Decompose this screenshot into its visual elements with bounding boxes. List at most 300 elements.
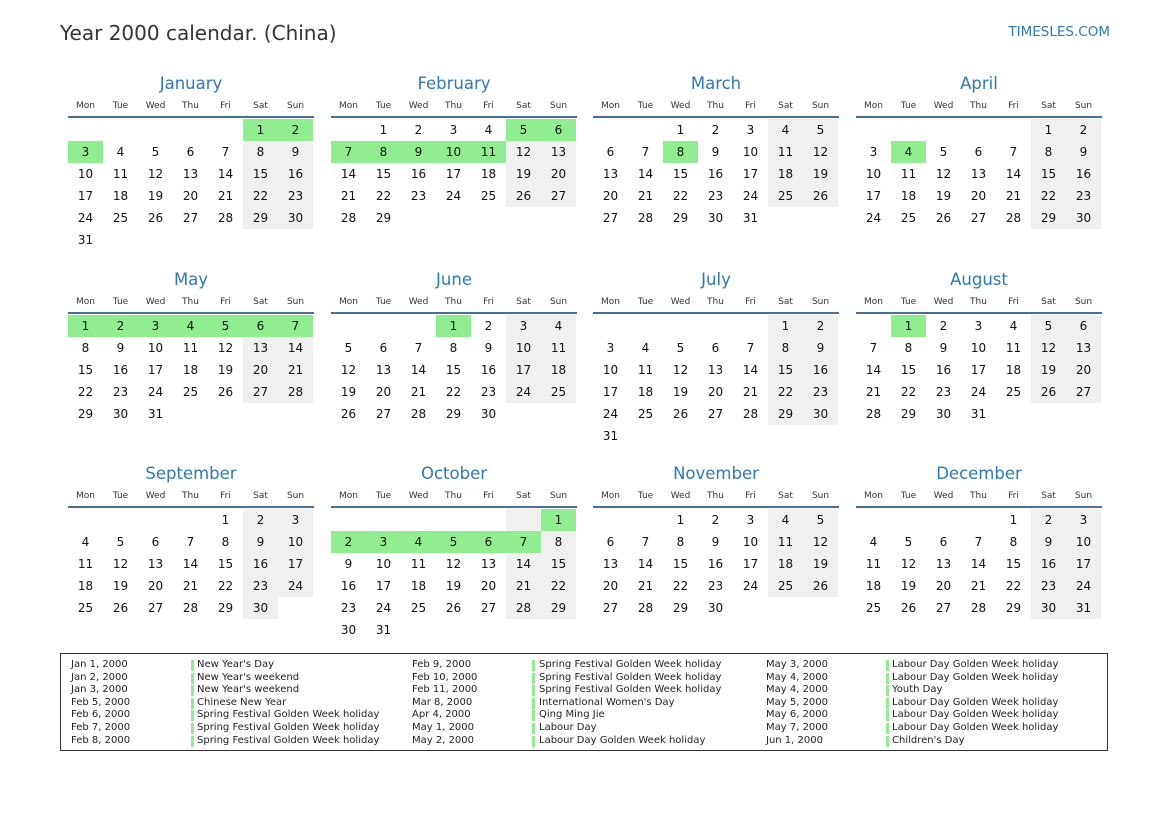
holiday-name: Spring Festival Golden Week holiday bbox=[197, 709, 380, 721]
month-august bbox=[856, 269, 1102, 425]
day-cell: 19 bbox=[340, 385, 357, 399]
day-cell: 7 bbox=[186, 535, 195, 549]
day-cell: 22 bbox=[375, 189, 392, 203]
day-cell: 30 bbox=[935, 407, 952, 421]
empty-day-cell bbox=[401, 315, 436, 337]
day-cell: 12 bbox=[147, 167, 164, 181]
day-cell: 26 bbox=[672, 407, 689, 421]
day-grid bbox=[593, 315, 839, 447]
empty-day-cell bbox=[733, 315, 768, 337]
day-cell: 27 bbox=[147, 601, 164, 615]
day-cell: 28 bbox=[217, 211, 234, 225]
month-july bbox=[593, 269, 839, 447]
day-cell: 10 bbox=[742, 535, 759, 549]
legend-item bbox=[766, 697, 1096, 710]
day-cell: 27 bbox=[602, 601, 619, 615]
legend-item bbox=[766, 722, 1096, 735]
month-october bbox=[331, 463, 577, 641]
day-cell: 27 bbox=[707, 407, 724, 421]
day-cell: 21 bbox=[278, 359, 313, 381]
header-divider bbox=[68, 506, 314, 508]
month-name: October bbox=[420, 464, 488, 483]
header-divider bbox=[331, 116, 577, 118]
day-cell: 6 bbox=[186, 145, 195, 159]
empty-day-cell bbox=[471, 509, 506, 531]
day-cell: 29 bbox=[672, 211, 689, 225]
legend-item bbox=[71, 697, 401, 710]
legend-item bbox=[412, 735, 742, 748]
empty-day-cell bbox=[1031, 403, 1066, 425]
holiday-marker-icon bbox=[886, 710, 889, 721]
day-cell: 6 bbox=[243, 315, 278, 337]
day-cell: 19 bbox=[1031, 359, 1066, 381]
weekday-label: Sat bbox=[253, 491, 268, 501]
legend-item bbox=[412, 709, 742, 722]
day-cell: 19 bbox=[803, 163, 838, 185]
weekday-label: Sun bbox=[1074, 491, 1093, 501]
day-cell: 28 bbox=[865, 407, 882, 421]
day-cell: 28 bbox=[970, 601, 987, 615]
day-cell: 8 bbox=[904, 341, 913, 355]
empty-day-cell bbox=[331, 509, 366, 531]
day-cell: 17 bbox=[1066, 553, 1101, 575]
day-cell: 14 bbox=[742, 363, 759, 377]
day-cell: 12 bbox=[935, 167, 952, 181]
empty-day-cell bbox=[138, 509, 173, 531]
holiday-date: May 5, 2000 bbox=[766, 696, 829, 708]
day-cell: 4 bbox=[81, 535, 90, 549]
day-cell: 11 bbox=[768, 141, 803, 163]
day-cell: 15 bbox=[1005, 557, 1022, 571]
day-cell: 13 bbox=[970, 167, 987, 181]
day-cell: 8 bbox=[676, 535, 685, 549]
empty-day-cell bbox=[471, 207, 506, 229]
weekday-label: Thu bbox=[970, 101, 987, 111]
weekday-header bbox=[331, 96, 577, 116]
day-cell: 7 bbox=[974, 535, 983, 549]
day-cell: 12 bbox=[506, 141, 541, 163]
day-cell: 31 bbox=[77, 233, 94, 247]
empty-day-cell bbox=[628, 315, 663, 337]
day-cell: 25 bbox=[112, 211, 129, 225]
day-cell: 6 bbox=[939, 535, 948, 549]
day-cell: 9 bbox=[344, 557, 353, 571]
weekday-label: Tue bbox=[900, 491, 917, 501]
day-cell: 29 bbox=[243, 207, 278, 229]
weekday-label: Wed bbox=[670, 297, 691, 307]
empty-day-cell bbox=[68, 119, 103, 141]
weekday-label: Mon bbox=[601, 491, 620, 501]
empty-day-cell bbox=[471, 619, 506, 641]
day-cell: 9 bbox=[939, 341, 948, 355]
month-name: April bbox=[960, 74, 998, 93]
holiday-marker-icon bbox=[886, 673, 889, 684]
day-cell: 16 bbox=[935, 363, 952, 377]
holiday-date: Jan 1, 2000 bbox=[71, 659, 128, 670]
weekday-label: Mon bbox=[339, 491, 358, 501]
weekday-label: Tue bbox=[900, 101, 917, 111]
day-cell: 13 bbox=[935, 557, 952, 571]
day-cell: 25 bbox=[410, 601, 427, 615]
day-cell: 10 bbox=[602, 363, 619, 377]
day-cell: 27 bbox=[935, 601, 952, 615]
day-cell: 17 bbox=[445, 167, 462, 181]
weekday-label: Wed bbox=[145, 101, 166, 111]
day-cell: 10 bbox=[1066, 531, 1101, 553]
day-cell: 14 bbox=[278, 337, 313, 359]
empty-day-cell bbox=[173, 119, 208, 141]
day-cell: 6 bbox=[151, 535, 160, 549]
day-cell: 14 bbox=[1005, 167, 1022, 181]
holiday-date: May 4, 2000 bbox=[766, 671, 829, 683]
empty-day-cell bbox=[173, 403, 208, 425]
day-cell: 22 bbox=[445, 385, 462, 399]
month-name: August bbox=[950, 270, 1008, 289]
month-june bbox=[331, 269, 577, 425]
day-cell: 18 bbox=[410, 579, 427, 593]
holiday-marker-icon bbox=[191, 673, 194, 684]
day-cell: 3 bbox=[278, 509, 313, 531]
day-cell: 1 bbox=[676, 123, 685, 137]
day-cell: 3 bbox=[1066, 509, 1101, 531]
weekday-label: Tue bbox=[637, 491, 654, 501]
empty-day-cell bbox=[243, 403, 278, 425]
weekday-label: Mon bbox=[76, 491, 95, 501]
empty-day-cell bbox=[698, 425, 733, 447]
day-cell: 17 bbox=[742, 167, 759, 181]
day-cell: 24 bbox=[602, 407, 619, 421]
header-divider bbox=[593, 116, 839, 118]
day-cell: 14 bbox=[865, 363, 882, 377]
day-cell: 13 bbox=[375, 363, 392, 377]
day-cell: 29 bbox=[672, 601, 689, 615]
weekday-label: Tue bbox=[637, 101, 654, 111]
day-cell: 5 bbox=[116, 535, 125, 549]
weekday-label: Tue bbox=[375, 297, 392, 307]
day-cell: 8 bbox=[243, 141, 278, 163]
day-cell: 22 bbox=[217, 579, 234, 593]
day-cell: 23 bbox=[243, 575, 278, 597]
holiday-date: Feb 6, 2000 bbox=[71, 709, 131, 721]
weekday-label: Sat bbox=[253, 297, 268, 307]
day-cell: 31 bbox=[1066, 597, 1101, 619]
day-cell: 18 bbox=[1005, 363, 1022, 377]
day-cell: 9 bbox=[711, 535, 720, 549]
day-cell: 27 bbox=[375, 407, 392, 421]
weekday-label: Tue bbox=[112, 101, 129, 111]
day-cell: 25 bbox=[77, 601, 94, 615]
weekday-label: Wed bbox=[408, 297, 429, 307]
day-cell: 16 bbox=[1066, 163, 1101, 185]
empty-day-cell bbox=[506, 403, 541, 425]
empty-day-cell bbox=[506, 509, 541, 531]
weekday-label: Wed bbox=[933, 297, 954, 307]
weekday-header bbox=[68, 292, 314, 312]
holiday-date: Jun 1, 2000 bbox=[766, 734, 823, 746]
day-cell: 25 bbox=[768, 575, 803, 597]
day-cell: 1 bbox=[768, 315, 803, 337]
day-cell: 16 bbox=[340, 579, 357, 593]
weekday-header bbox=[68, 96, 314, 116]
weekday-label: Sun bbox=[549, 101, 568, 111]
holiday-name: Spring Festival Golden Week holiday bbox=[539, 671, 722, 683]
day-cell: 27 bbox=[541, 185, 576, 207]
day-cell: 23 bbox=[707, 189, 724, 203]
day-cell: 27 bbox=[480, 601, 497, 615]
day-cell: 17 bbox=[602, 385, 619, 399]
month-name: June bbox=[436, 270, 472, 289]
empty-day-cell bbox=[891, 119, 926, 141]
day-cell: 18 bbox=[480, 167, 497, 181]
day-cell: 13 bbox=[182, 167, 199, 181]
day-cell: 29 bbox=[1005, 601, 1022, 615]
header-divider bbox=[68, 312, 314, 314]
legend-item bbox=[766, 735, 1096, 748]
legend-item bbox=[412, 684, 742, 697]
weekday-header bbox=[331, 292, 577, 312]
day-cell: 16 bbox=[707, 167, 724, 181]
weekday-header bbox=[331, 486, 577, 506]
holiday-date: May 1, 2000 bbox=[412, 721, 475, 733]
empty-day-cell bbox=[278, 403, 313, 425]
day-cell: 11 bbox=[471, 141, 506, 163]
day-cell: 15 bbox=[217, 557, 234, 571]
holiday-date: May 2, 2000 bbox=[412, 734, 475, 746]
day-cell: 12 bbox=[217, 341, 234, 355]
header-divider bbox=[593, 312, 839, 314]
day-cell: 22 bbox=[243, 185, 278, 207]
day-cell: 8 bbox=[541, 531, 576, 553]
day-cell: 2 bbox=[1066, 119, 1101, 141]
day-cell: 16 bbox=[243, 553, 278, 575]
day-cell: 28 bbox=[637, 601, 654, 615]
weekday-label: Fri bbox=[483, 101, 494, 111]
day-cell: 17 bbox=[506, 359, 541, 381]
day-cell: 2 bbox=[103, 315, 138, 337]
day-cell: 15 bbox=[375, 167, 392, 181]
day-cell: 4 bbox=[768, 509, 803, 531]
holiday-name: Spring Festival Golden Week holiday bbox=[539, 659, 722, 670]
weekday-label: Sat bbox=[516, 491, 531, 501]
day-cell: 10 bbox=[436, 141, 471, 163]
weekday-label: Sun bbox=[811, 101, 830, 111]
empty-day-cell bbox=[891, 509, 926, 531]
day-cell: 14 bbox=[637, 167, 654, 181]
day-cell: 26 bbox=[935, 211, 952, 225]
weekday-label: Thu bbox=[707, 101, 724, 111]
day-cell: 12 bbox=[900, 557, 917, 571]
day-cell: 11 bbox=[865, 557, 882, 571]
day-cell: 1 bbox=[891, 315, 926, 337]
month-may bbox=[68, 269, 314, 425]
day-cell: 4 bbox=[401, 531, 436, 553]
day-cell: 11 bbox=[900, 167, 917, 181]
day-cell: 5 bbox=[208, 315, 243, 337]
day-cell: 14 bbox=[340, 167, 357, 181]
day-cell: 23 bbox=[410, 189, 427, 203]
day-cell: 26 bbox=[803, 575, 838, 597]
weekday-label: Sat bbox=[1041, 297, 1056, 307]
empty-day-cell bbox=[103, 229, 138, 251]
day-cell: 14 bbox=[506, 553, 541, 575]
day-cell: 31 bbox=[970, 407, 987, 421]
day-cell: 23 bbox=[803, 381, 838, 403]
day-cell: 2 bbox=[278, 119, 313, 141]
day-cell: 19 bbox=[112, 579, 129, 593]
weekday-label: Thu bbox=[445, 101, 462, 111]
holiday-marker-icon bbox=[532, 673, 535, 684]
holiday-date: Jan 3, 2000 bbox=[71, 684, 128, 696]
day-cell: 15 bbox=[900, 363, 917, 377]
day-cell: 18 bbox=[865, 579, 882, 593]
weekday-label: Mon bbox=[76, 101, 95, 111]
day-cell: 7 bbox=[414, 341, 423, 355]
holiday-marker-icon bbox=[191, 698, 194, 709]
day-grid bbox=[856, 315, 1102, 425]
empty-day-cell bbox=[628, 425, 663, 447]
day-cell: 5 bbox=[506, 119, 541, 141]
legend-item bbox=[71, 722, 401, 735]
weekday-label: Wed bbox=[933, 101, 954, 111]
empty-day-cell bbox=[243, 229, 278, 251]
day-cell: 22 bbox=[1005, 579, 1022, 593]
day-cell: 26 bbox=[900, 601, 917, 615]
day-cell: 28 bbox=[506, 597, 541, 619]
day-cell: 28 bbox=[637, 211, 654, 225]
day-cell: 7 bbox=[641, 535, 650, 549]
weekday-header bbox=[593, 486, 839, 506]
weekday-label: Thu bbox=[445, 297, 462, 307]
day-cell: 18 bbox=[768, 163, 803, 185]
day-cell: 19 bbox=[217, 363, 234, 377]
day-cell: 30 bbox=[707, 601, 724, 615]
weekday-label: Mon bbox=[76, 297, 95, 307]
day-cell: 27 bbox=[243, 381, 278, 403]
day-cell: 22 bbox=[541, 575, 576, 597]
day-cell: 24 bbox=[77, 211, 94, 225]
day-cell: 24 bbox=[278, 575, 313, 597]
holiday-name: Youth Day bbox=[892, 684, 943, 696]
empty-day-cell bbox=[541, 619, 576, 641]
day-cell: 7 bbox=[746, 341, 755, 355]
day-cell: 29 bbox=[541, 597, 576, 619]
day-cell: 13 bbox=[147, 557, 164, 571]
day-cell: 13 bbox=[1066, 337, 1101, 359]
brand-link[interactable]: TIMESLES.COM bbox=[1008, 24, 1110, 40]
day-grid bbox=[593, 509, 839, 619]
day-cell: 6 bbox=[606, 535, 615, 549]
day-cell: 13 bbox=[541, 141, 576, 163]
header-divider bbox=[593, 506, 839, 508]
day-cell: 6 bbox=[711, 341, 720, 355]
weekday-label: Sat bbox=[778, 491, 793, 501]
weekday-label: Wed bbox=[408, 491, 429, 501]
day-cell: 20 bbox=[602, 189, 619, 203]
day-cell: 29 bbox=[217, 601, 234, 615]
holiday-marker-icon bbox=[191, 723, 194, 734]
day-cell: 12 bbox=[445, 557, 462, 571]
day-cell: 17 bbox=[865, 189, 882, 203]
day-cell: 3 bbox=[869, 145, 878, 159]
day-cell: 7 bbox=[331, 141, 366, 163]
day-cell: 5 bbox=[436, 531, 471, 553]
empty-day-cell bbox=[733, 425, 768, 447]
day-cell: 21 bbox=[742, 385, 759, 399]
day-cell: 7 bbox=[641, 145, 650, 159]
empty-day-cell bbox=[856, 509, 891, 531]
holiday-marker-icon bbox=[191, 736, 194, 747]
day-cell: 6 bbox=[974, 145, 983, 159]
day-cell: 30 bbox=[480, 407, 497, 421]
weekday-label: Thu bbox=[970, 491, 987, 501]
day-cell: 29 bbox=[768, 403, 803, 425]
day-cell: 14 bbox=[410, 363, 427, 377]
day-cell: 27 bbox=[602, 211, 619, 225]
empty-day-cell bbox=[366, 315, 401, 337]
day-cell: 5 bbox=[904, 535, 913, 549]
holiday-name: Labour Day Golden Week holiday bbox=[892, 671, 1059, 683]
weekday-label: Thu bbox=[707, 297, 724, 307]
day-cell: 11 bbox=[768, 531, 803, 553]
legend-column bbox=[412, 659, 742, 747]
day-cell: 19 bbox=[445, 579, 462, 593]
legend-column bbox=[766, 659, 1096, 747]
month-september bbox=[68, 463, 314, 619]
day-grid bbox=[68, 315, 314, 425]
weekday-label: Mon bbox=[601, 101, 620, 111]
empty-day-cell bbox=[208, 403, 243, 425]
day-cell: 9 bbox=[1031, 531, 1066, 553]
day-grid bbox=[331, 119, 577, 229]
weekday-label: Wed bbox=[670, 491, 691, 501]
day-cell: 16 bbox=[707, 557, 724, 571]
empty-day-cell bbox=[506, 207, 541, 229]
day-cell: 29 bbox=[1031, 207, 1066, 229]
empty-day-cell bbox=[593, 119, 628, 141]
day-cell: 2 bbox=[484, 319, 493, 333]
empty-day-cell bbox=[331, 119, 366, 141]
day-cell: 15 bbox=[1031, 163, 1066, 185]
day-cell: 9 bbox=[711, 145, 720, 159]
empty-day-cell bbox=[803, 425, 838, 447]
day-cell: 24 bbox=[1066, 575, 1101, 597]
month-name: September bbox=[145, 464, 237, 483]
weekday-label: Sat bbox=[516, 297, 531, 307]
weekday-label: Mon bbox=[601, 297, 620, 307]
day-cell: 22 bbox=[1031, 185, 1066, 207]
weekday-label: Sat bbox=[1041, 491, 1056, 501]
page-title: Year 2000 calendar. (China) bbox=[60, 21, 337, 45]
day-cell: 24 bbox=[742, 579, 759, 593]
day-cell: 24 bbox=[742, 189, 759, 203]
empty-day-cell bbox=[138, 229, 173, 251]
day-cell: 8 bbox=[1009, 535, 1018, 549]
weekday-label: Sun bbox=[286, 297, 305, 307]
weekday-label: Thu bbox=[707, 491, 724, 501]
weekday-label: Mon bbox=[864, 101, 883, 111]
holiday-name: Qing Ming Jie bbox=[539, 709, 605, 721]
empty-day-cell bbox=[663, 425, 698, 447]
day-cell: 21 bbox=[970, 579, 987, 593]
day-cell: 21 bbox=[506, 575, 541, 597]
day-cell: 20 bbox=[707, 385, 724, 399]
day-cell: 3 bbox=[974, 319, 983, 333]
holiday-name: Labour Day Golden Week holiday bbox=[539, 734, 706, 746]
day-cell: 4 bbox=[116, 145, 125, 159]
day-cell: 25 bbox=[900, 211, 917, 225]
empty-day-cell bbox=[436, 509, 471, 531]
empty-day-cell bbox=[366, 509, 401, 531]
